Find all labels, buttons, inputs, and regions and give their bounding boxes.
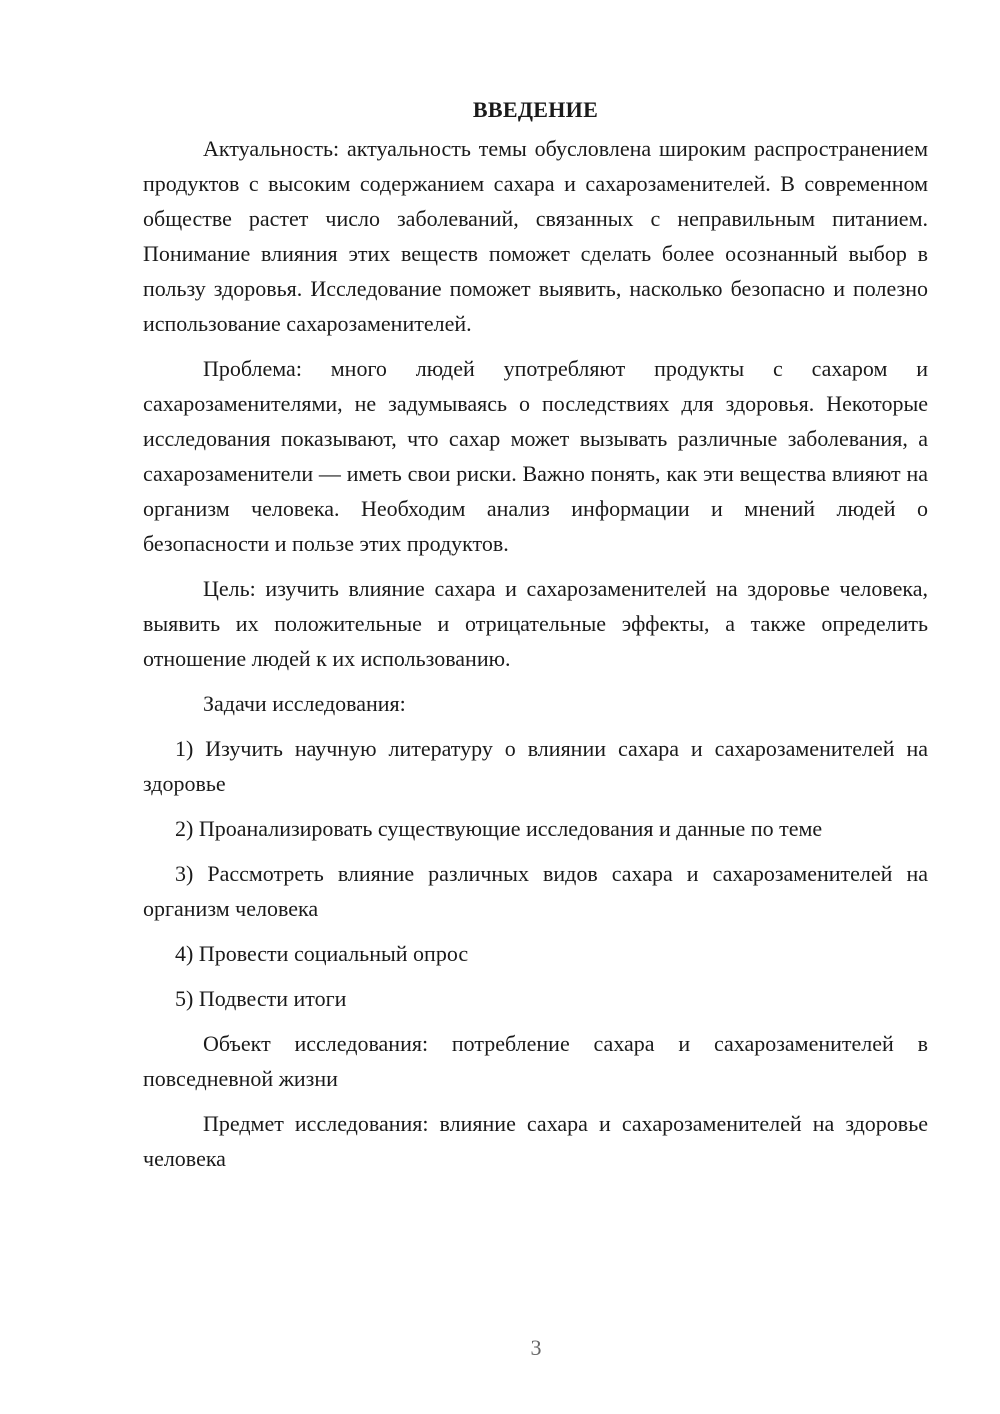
section-heading: ВВЕДЕНИЕ [472, 97, 599, 122]
page-number: 3 [530, 1335, 542, 1360]
tasks-heading: Задачи исследования: [203, 691, 406, 716]
task-item: 5) Подвести итоги [175, 986, 347, 1011]
goal-paragraph: Цель: изучить влияние сахара и сахарозаменителей на здоровье человека, выявить их положительные и отрицательные эффекты, а также определить отношение людей к их использованию. [143, 576, 928, 671]
task-item: 1) Изучить научную литературу о влиянии сахара и сахарозаменителей на здоровье [143, 736, 928, 796]
task-item: 3) Рассмотреть влияние различных видов сахара и сахарозаменителей на организм человека [143, 861, 928, 921]
problem-paragraph: Проблема: много людей употребляют продукты с сахаром и сахарозаменителями, не задумываясь о последствиях для здоровья. Некоторые исследования показывают, что сахар может вызывать различные заболевания, а сахарозаменители — иметь свои риски. Важно понять, как эти вещества влияют на организм человека. Необходим анализ информации и мнений людей о безопасности и пользе этих продуктов. [143, 356, 928, 556]
subject-paragraph: Предмет исследования: влияние сахара и сахарозаменителей на здоровье человека [143, 1111, 928, 1171]
page-content [143, 92, 928, 1186]
task-item: 2) Проанализировать существующие исследования и данные по теме [175, 816, 823, 841]
task-item: 4) Провести социальный опрос [175, 941, 469, 966]
object-paragraph: Объект исследования: потребление сахара и сахарозаменителей в повседневной жизни [143, 1031, 928, 1091]
relevance-paragraph: Актуальность: актуальность темы обусловлена широким распространением продуктов с высоким содержанием сахара и сахарозаменителей. В современном обществе растет число заболеваний, связанных с неправильным питанием. Понимание влияния этих веществ поможет сделать более осознанный выбор в пользу здоровья. Исследование поможет выявить, насколько безопасно и полезно использование сахарозаменителей. [143, 136, 928, 336]
